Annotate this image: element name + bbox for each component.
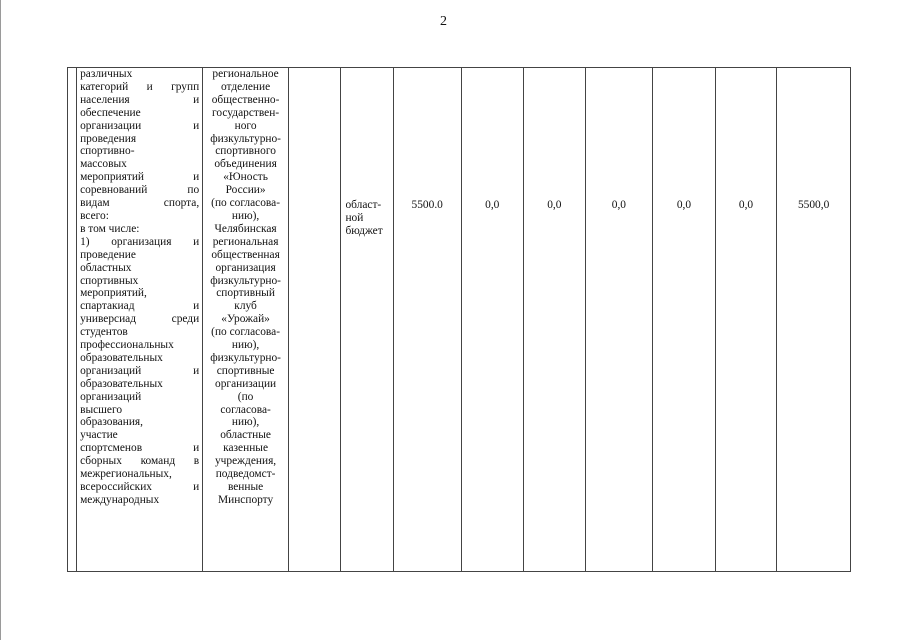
funding-source-line: област- (345, 199, 382, 211)
row-number-cell (68, 68, 77, 572)
funding-source-line: бюджет (345, 224, 383, 237)
executor-line: областные (220, 429, 271, 442)
executor-line: Минспорту (217, 493, 274, 506)
executor-line: общественно- (211, 93, 280, 106)
executor-line: спортивного (215, 145, 276, 158)
empty-cell (288, 68, 340, 572)
description-line: массовых (80, 158, 127, 171)
executor-line: региональное (212, 68, 279, 80)
description-line: 1) организация и (80, 235, 200, 248)
executor-line: учреждения, (214, 455, 277, 468)
value-cell (653, 68, 716, 572)
description-line: образовательных (80, 377, 163, 390)
description-line: образования, (80, 416, 144, 429)
description-line: спортивных (80, 274, 139, 287)
executor-line: общественная (211, 248, 280, 261)
executor-line: (по (237, 390, 254, 403)
value-text: 0,0 (485, 199, 500, 211)
description-line: категорий и групп (80, 80, 200, 93)
description-line: соревнований по (80, 184, 200, 197)
value-cell (585, 68, 653, 572)
executor-line: отделение (220, 80, 271, 93)
executor-line: «Урожай» (221, 313, 270, 326)
executor-line: согласова- (220, 403, 271, 416)
description-line: универсиад среди (80, 313, 200, 326)
value-cell-total (393, 68, 461, 572)
value-text: 5500,0 (797, 199, 830, 211)
description-line: организации и (80, 119, 200, 132)
executor-line: физкультурно- (210, 274, 281, 287)
value-text: 0,0 (738, 199, 754, 211)
value-cell (524, 68, 586, 572)
executor-line: спортивные (216, 364, 275, 377)
executor-line: (по согласова- (211, 326, 280, 339)
executor-line: подведомст- (215, 468, 276, 481)
description-line: высшего (80, 403, 123, 416)
executor-line: спортивный (216, 287, 275, 300)
description-line: областных (80, 261, 132, 274)
executor-line: организация (215, 261, 276, 274)
executor-line: казенные (223, 442, 269, 455)
description-line: участие (80, 429, 118, 442)
description-line: спортивно- (80, 145, 135, 158)
value-text: 0,0 (547, 199, 562, 211)
value-text: 5500.0 (411, 199, 443, 211)
description-line: спартакиад и (80, 300, 200, 313)
description-line: мероприятий, (80, 287, 147, 300)
description-line: сборных команд в (80, 455, 200, 468)
funding-source-cell (341, 68, 393, 572)
description-line: всероссийских и (80, 481, 200, 493)
description-line: в том числе: (80, 222, 140, 235)
value-text: 0,0 (611, 199, 627, 211)
description-line: организаций (80, 390, 142, 403)
description-line: студентов (80, 326, 128, 339)
funding-source-line: ной (345, 211, 364, 224)
value-cell (461, 68, 524, 572)
description-cell (77, 68, 203, 572)
page-number: 2 (440, 14, 447, 29)
executor-line: нию), (231, 339, 260, 352)
description-line: организаций и (80, 364, 200, 377)
description-line: видам спорта, (80, 197, 200, 210)
value-cell (715, 68, 777, 572)
executor-line: объединения (214, 158, 277, 171)
description-line: проведение (80, 248, 136, 261)
description-line: профессиональных (80, 339, 174, 352)
executor-line: (по согласова- (211, 197, 280, 210)
executor-line: венные (227, 481, 264, 493)
budget-table (67, 67, 851, 572)
executor-line: нию), (231, 209, 260, 222)
description-line: образовательных (80, 351, 163, 364)
executor-line: физкультурно- (210, 132, 281, 145)
page-left-edge (0, 0, 1, 640)
executor-line: региональная (212, 235, 279, 248)
executor-line: государствен- (212, 106, 280, 119)
executor-line: Челябинская (214, 222, 277, 235)
description-line: международных (80, 493, 160, 506)
executor-line: «Юность (223, 171, 268, 184)
description-line: обеспечение (80, 106, 141, 119)
executor-line: физкультурно- (210, 351, 281, 364)
table-row (68, 68, 851, 572)
description-line: населения и (80, 93, 200, 106)
executor-line: клуб (234, 300, 257, 313)
executor-line: ного (234, 119, 257, 132)
description-line: межрегиональных, (80, 468, 172, 481)
executors-cell (203, 68, 289, 572)
description-line: различных (80, 68, 133, 80)
executor-line: нию), (231, 416, 260, 429)
description-line: спортсменов и (80, 442, 200, 455)
description-line: мероприятий и (80, 171, 200, 184)
description-line: всего: (80, 209, 109, 222)
value-cell-final (777, 68, 851, 572)
executor-line: организации (215, 377, 277, 390)
executor-line: России» (225, 184, 266, 197)
description-line: проведения (80, 132, 137, 145)
value-text: 0,0 (676, 199, 692, 211)
